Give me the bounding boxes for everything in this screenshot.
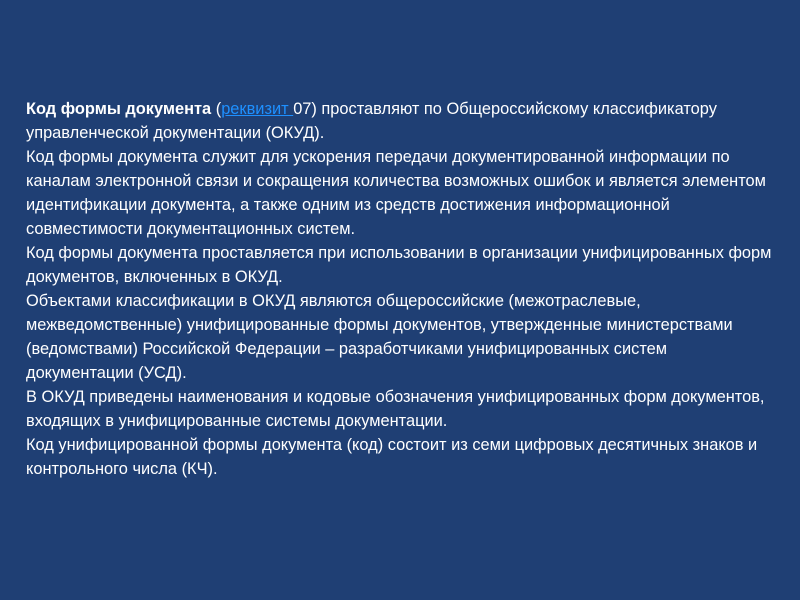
paragraph-okud-code [26, 97, 776, 145]
paragraph-rest: 07) проставляют по Общероссийскому классификатору управленческой документации (ОКУД). [26, 100, 717, 142]
slide-text-body [26, 97, 776, 481]
paragraph-usage: Код формы документа проставляется при использовании в организации унифицированных форм документов, включенных в ОКУД. [26, 244, 772, 286]
paragraph-purpose: Код формы документа служит для ускорения передачи документированной информации по каналам электронной связи и сокращения количества возможных ошибок и является элементом идентификации документа, а также одним из средств достижения информационной совместимости документационных систем. [26, 148, 766, 238]
open-paren: ( [211, 100, 222, 118]
bold-term: Код формы документа [26, 100, 212, 118]
paragraph-objects: Объектами классификации в ОКУД являются общероссийские (межотраслевые, межведомственные) унифицированные формы документов, утвержденные министерствами (ведомствами) Российской Федерации – разработчиками унифицированных систем документации (УСД). [26, 292, 733, 382]
paragraph-names: В ОКУД приведены наименования и кодовые обозначения унифицированных форм документов, входящих в унифицированные системы документации. [26, 388, 765, 430]
paragraph-code-structure: Код унифицированной формы документа (код) состоит из семи цифровых десятичных знаков и контрольного числа (КЧ). [26, 436, 758, 478]
rekvizit-link[interactable]: реквизит [221, 100, 294, 118]
